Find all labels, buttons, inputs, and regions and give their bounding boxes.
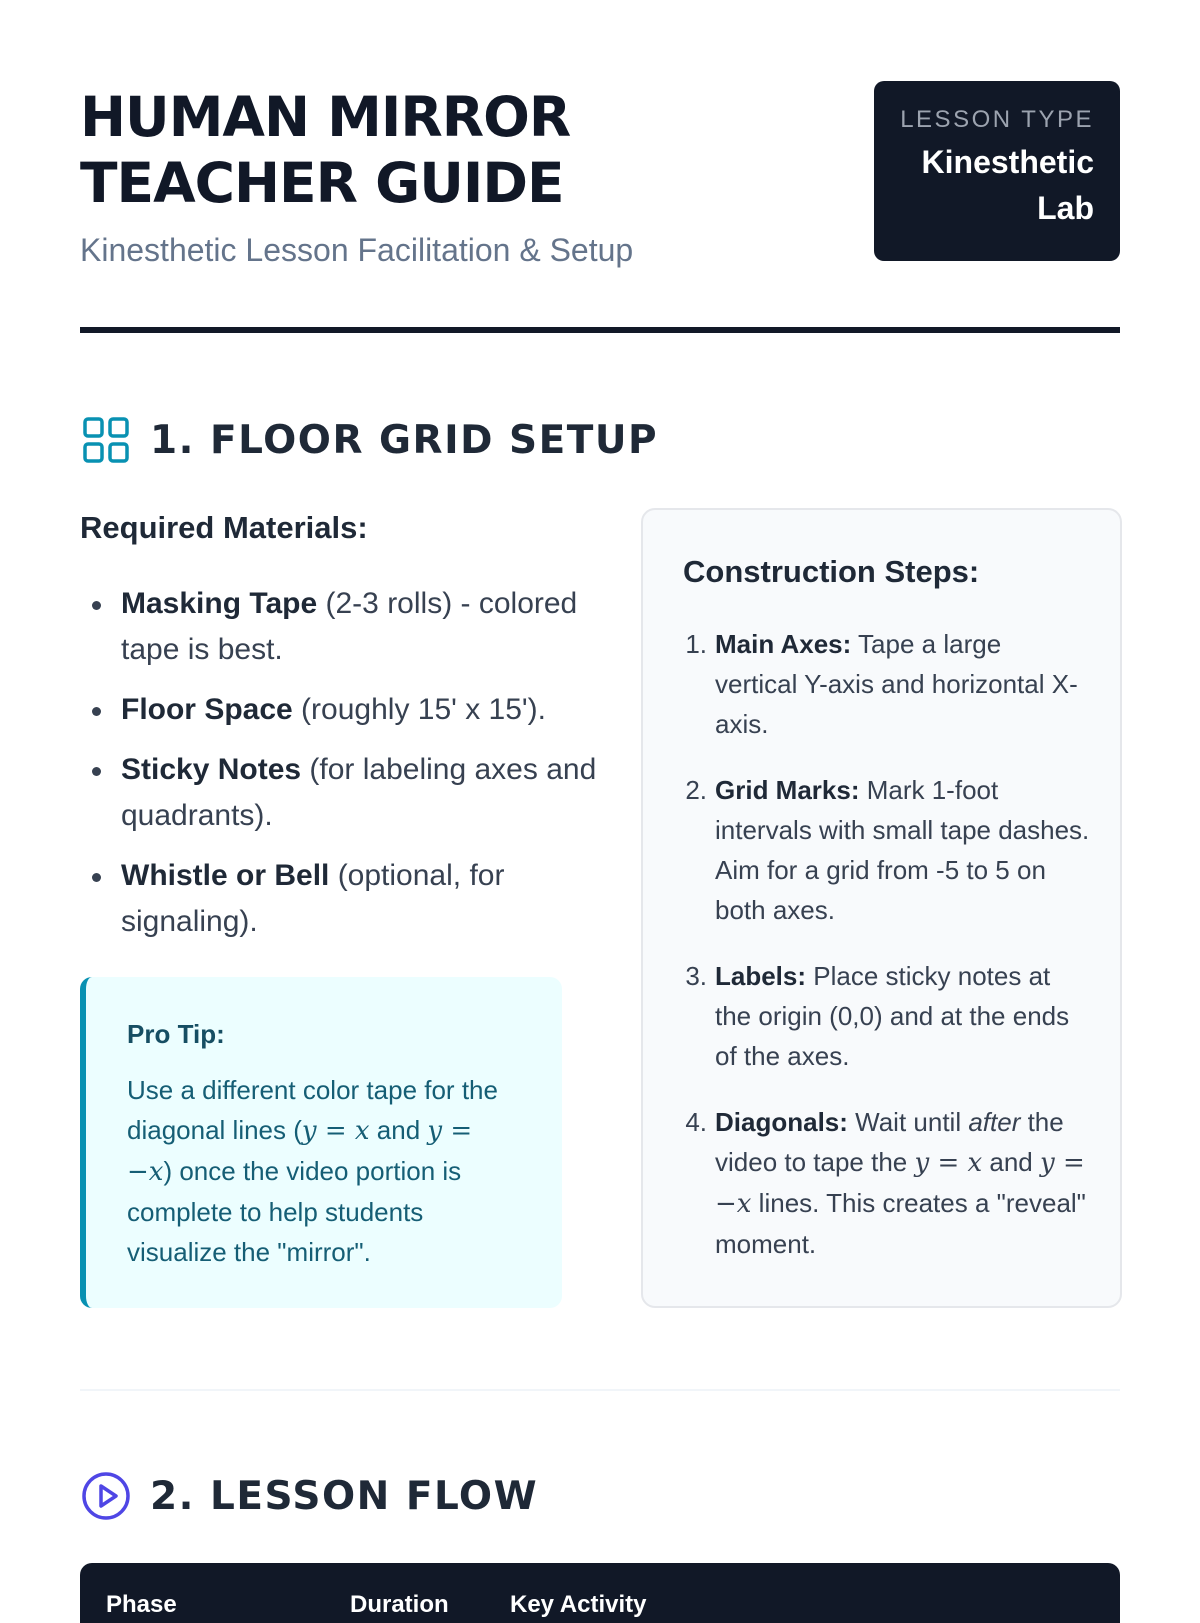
lesson-flow-table-header [80,1563,1120,1623]
header-rule [80,327,1120,333]
material-name: Sticky Notes [121,753,302,786]
page-subtitle: Kinesthetic Lesson Facilitation & Setup [80,232,634,268]
list-item [683,956,1090,1076]
list-item [683,1102,1090,1264]
steps-title: Construction Steps: [683,554,980,589]
material-detail: (roughly 15' x 15'). [292,693,546,726]
badge-value [874,139,1094,231]
step-text: and [982,1147,1040,1177]
step-text: Mark 1-foot intervals with small tape dashes. Aim for a grid from -5 to 5 on both axes. [715,775,1090,925]
list-item [80,747,600,839]
steps-list [683,624,1090,1264]
step-label: Grid Marks: [715,775,860,805]
materials-list [80,581,600,959]
badge-value-line-1: Kinesthetic [921,144,1094,180]
step-label: Labels: [715,961,807,991]
page-header [80,84,1120,344]
step-text: Wait until [847,1107,969,1137]
section-divider [80,1389,1120,1391]
table-header-activity: Key Activity [510,1591,647,1618]
table-header-phase: Phase [106,1591,177,1618]
list-item [80,581,600,673]
step-text: lines. This creates a "reveal" moment. [715,1188,1086,1259]
tip-math: y = x [301,1116,370,1146]
section-1-heading [80,414,658,466]
tip-text: Use a different color tape for the diagonal lines ( [127,1075,498,1145]
step-number: 4. [685,1107,707,1137]
pro-tip-callout [80,977,562,1308]
pro-tip-title: Pro Tip: [127,1019,225,1049]
tip-text: and [369,1115,428,1145]
step-text: Place sticky notes at the origin (0,0) and at the ends of the axes. [715,961,1070,1071]
step-math: y = x [914,1148,983,1178]
section-2-title: 2. LESSON FLOW [150,1473,539,1519]
section-2-heading [80,1470,538,1522]
badge-value-line-2: Lab [1037,190,1094,226]
list-item [683,624,1090,744]
step-emphasis: after [968,1107,1021,1137]
pro-tip-body [127,1070,522,1272]
list-item [80,687,600,733]
material-name: Floor Space [121,693,293,726]
step-number: 1. [685,629,707,659]
step-label: Diagonals: [715,1107,848,1137]
construction-steps-card [641,508,1122,1308]
tip-math: y = −x [127,1116,473,1187]
material-detail: (2-3 rolls) - colored tape is best. [121,587,578,666]
step-number: 3. [685,961,707,991]
material-name: Masking Tape [121,587,318,620]
step-text: the video to tape the [715,1107,1064,1177]
step-number: 2. [685,775,707,805]
material-name: Whistle or Bell [121,859,330,892]
page-title [80,84,700,216]
badge-label: LESSON TYPE [900,106,1094,133]
title-line-1: HUMAN MIRROR [80,85,571,149]
section-1-title: 1. FLOOR GRID SETUP [150,417,659,463]
list-item [80,853,600,945]
step-label: Main Axes: [715,629,852,659]
material-detail: (for labeling axes and quadrants). [121,753,597,832]
title-line-2: TEACHER GUIDE [80,151,564,215]
grid-icon [80,414,132,466]
tip-text: ) once the video portion is complete to help students visualize the "mirror". [127,1156,462,1267]
list-item [683,770,1090,930]
lesson-type-badge [874,81,1120,261]
step-text: Tape a large vertical Y-axis and horizontal X-axis. [715,629,1078,739]
materials-title: Required Materials: [80,510,368,545]
material-detail: (optional, for signaling). [121,859,505,938]
table-header-duration: Duration [350,1591,449,1618]
step-math: y = −x [715,1148,1085,1219]
play-circle-icon [80,1470,132,1522]
